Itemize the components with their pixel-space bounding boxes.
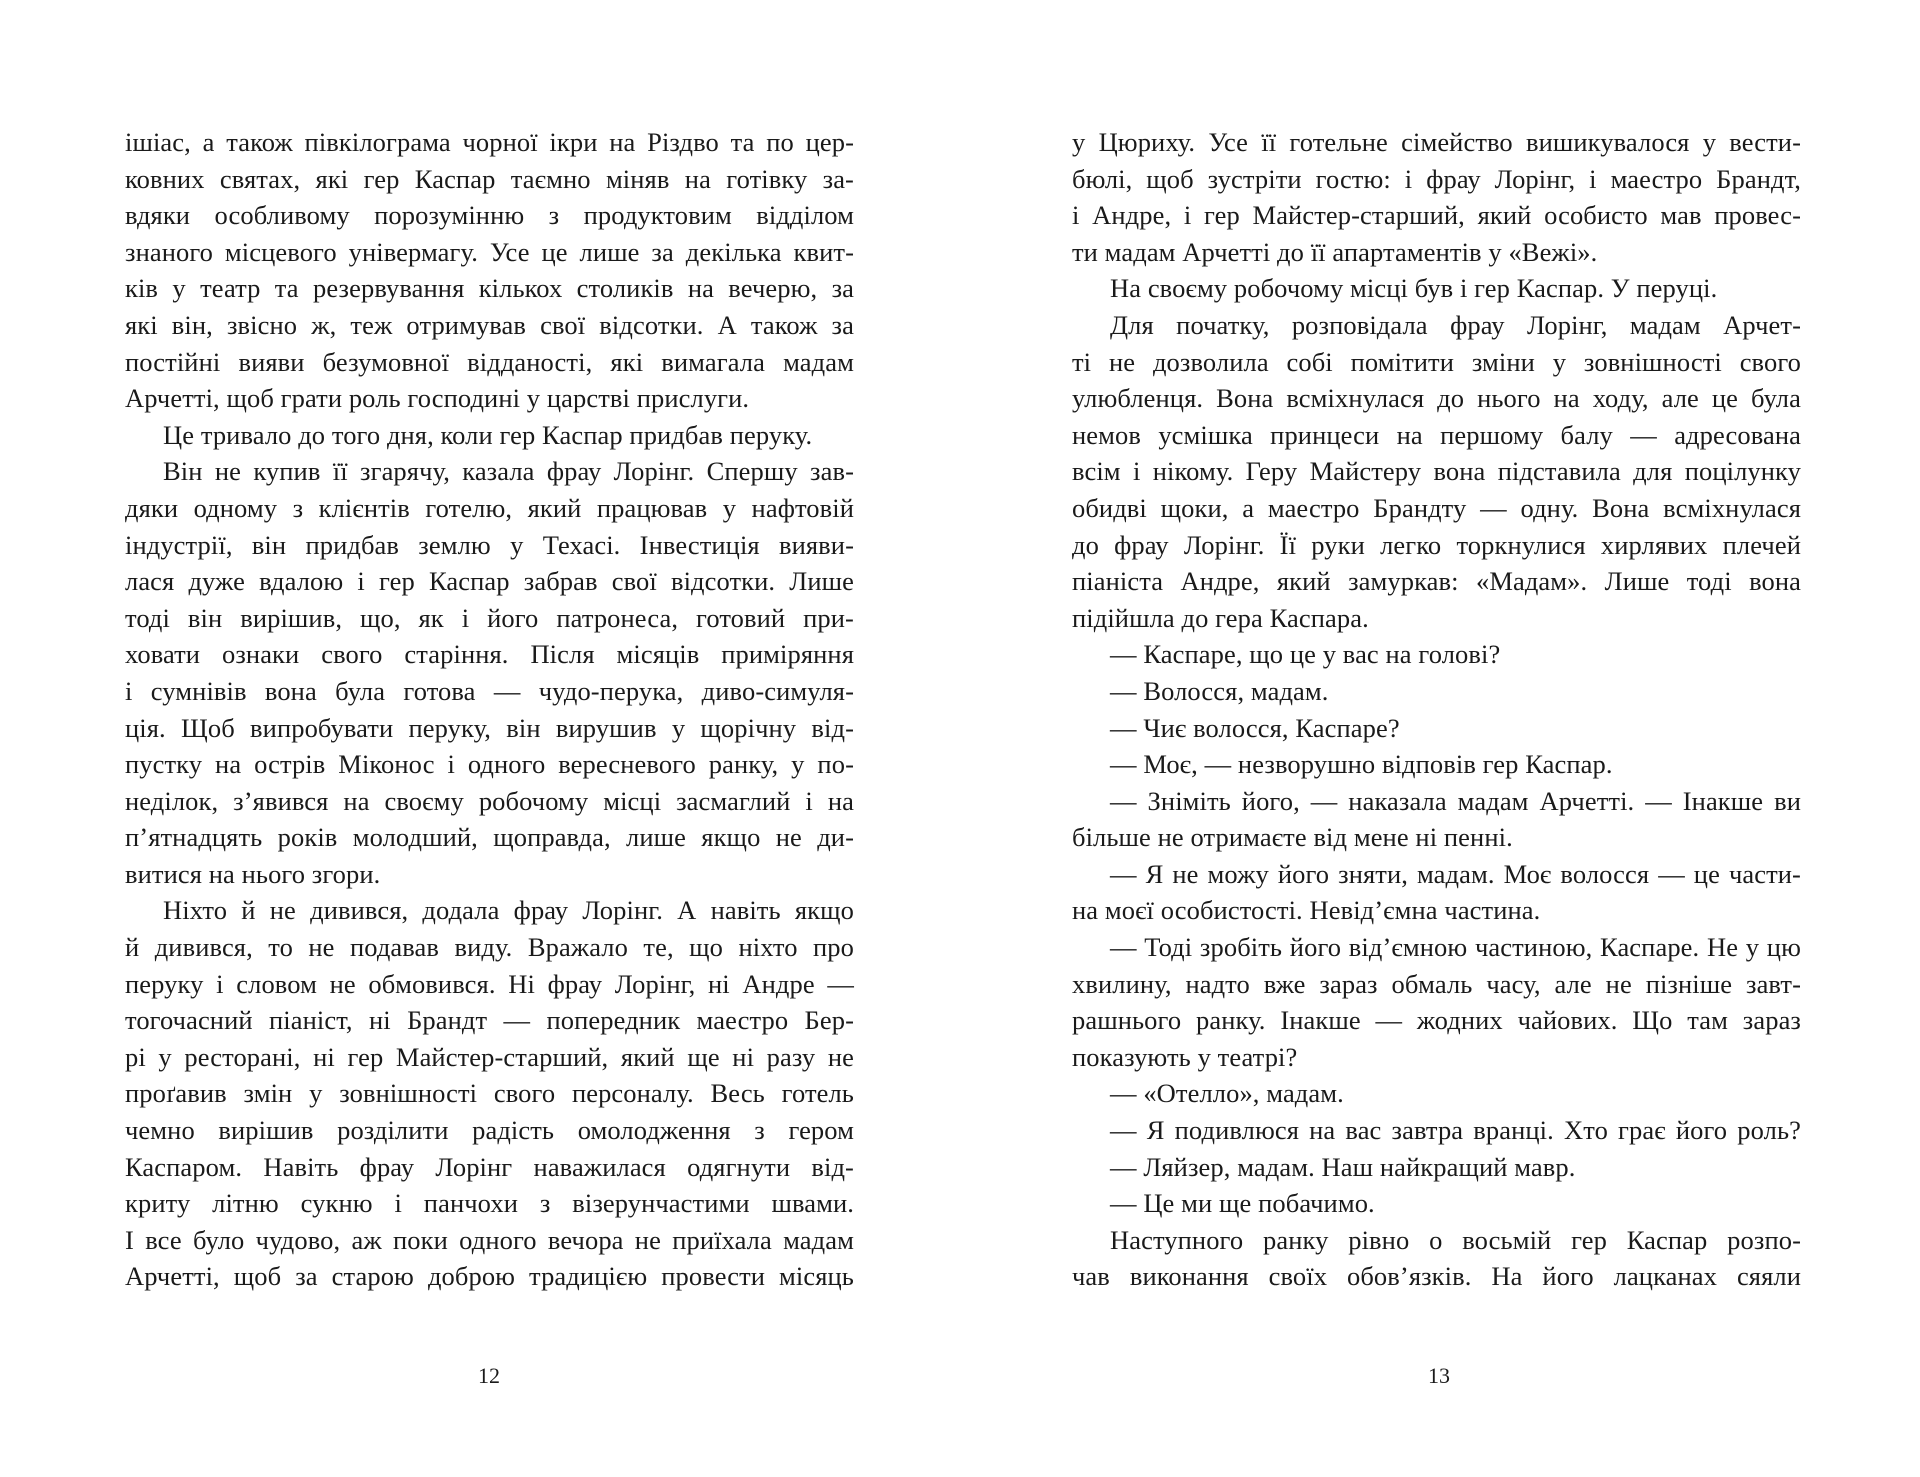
text-line: ті не дозволила собі помітити зміни у зовнішності свого	[1072, 346, 1801, 377]
text-line: — Каспаре, що це у вас на голові?	[1110, 639, 1501, 670]
text-line: Ніхто й не дивився, додала фрау Лорінг. А навіть якщо	[163, 895, 854, 926]
text-line: всім і нікому. Геру Майстеру вона підставила для поцілунку	[1072, 456, 1801, 487]
text-line: Наступного ранку рівно о восьмій гер Каспар розпо-	[1110, 1224, 1801, 1255]
text-line: — Ляйзер, мадам. Наш найкращий мавр.	[1110, 1151, 1576, 1182]
text-line: чав виконання своїх обов’язків. На його лацканах сяяли	[1072, 1261, 1801, 1292]
text-line: І все було чудово, аж поки одного вечора не приїхала мадам	[125, 1224, 854, 1255]
text-line: до фрау Лорінг. Її руки легко торкнулися хирлявих плечей	[1072, 529, 1801, 560]
text-line: індустрії, він придбав землю у Техасі. Інвестиція вияви-	[125, 529, 854, 560]
text-line: піаніста Андре, який замуркав: «Мадам». Лише тоді вона	[1072, 566, 1801, 597]
text-line: підійшла до гера Каспара.	[1072, 602, 1369, 633]
text-line: немов усмішка принцеси на першому балу — адресована	[1072, 419, 1801, 450]
text-line: — Тоді зробіть його від’ємною частиною, Каспаре. Не у цю	[1110, 932, 1801, 963]
text-line: ховати ознаки свого старіння. Після місяців приміряння	[125, 639, 854, 670]
text-line: улюбленця. Вона всміхнулася до нього на ходу, але це була	[1072, 383, 1801, 414]
text-line: криту літню сукню і панчохи з візерунчастими швами.	[125, 1188, 854, 1219]
text-line: ків у театр та резервування кількох столиків на вечерю, за	[125, 273, 854, 304]
text-line: неділок, з’явився на своєму робочому місці засмаглий і на	[125, 785, 854, 816]
text-line: дяки одному з клієнтів готелю, який працював у нафтовій	[125, 492, 854, 523]
text-line: рі у ресторані, ні гер Майстер-старший, який ще ні разу не	[125, 1041, 854, 1072]
text-line: п’ятнадцять років молодший, щоправда, лише якщо не ди-	[125, 822, 854, 853]
text-line: Арчетті, щоб за старою доброю традицією провести місяць	[125, 1261, 854, 1292]
text-line: тогочасний піаніст, ні Брандт — попередник маестро Бер-	[125, 1005, 854, 1036]
text-line: — Волосся, мадам.	[1110, 675, 1329, 706]
text-line: перуку і словом не обмовився. Ні фрау Лорінг, ні Андре —	[125, 968, 854, 999]
text-line: ти мадам Арчетті до її апартаментів у «Вежі».	[1072, 236, 1598, 267]
text-line: рашнього ранку. Інакше — жодних чайових. Що там зараз	[1072, 1005, 1801, 1036]
right-page	[1072, 124, 1801, 1295]
text-line: хвилину, надто вже зараз обмаль часу, але не пізніше завт-	[1072, 968, 1801, 999]
text-line: бюлі, щоб зустріти гостю: і фрау Лорінг, і маестро Брандт,	[1072, 163, 1801, 194]
text-line: — Зніміть його, — наказала мадам Арчетті. — Інакше ви	[1110, 785, 1801, 816]
text-line: — Це ми ще побачимо.	[1110, 1188, 1375, 1219]
text-line: і сумнівів вона була готова — чудо-перука, диво-симуля-	[125, 675, 854, 706]
text-line: витися на нього згори.	[125, 858, 381, 889]
text-line: лася дуже вдалою і гер Каспар забрав свої відсотки. Лише	[125, 566, 854, 597]
text-line: показують у театрі?	[1072, 1041, 1298, 1072]
text-line: у Цюриху. Усе її готельне сімейство вишикувалося у вести-	[1072, 127, 1801, 157]
left-page-text	[125, 124, 854, 1295]
text-line: Для початку, розповідала фрау Лорінг, мадам Арчет-	[1110, 309, 1801, 340]
text-line: обидві щоки, а маестро Брандту — одну. Вона всміхнулася	[1072, 492, 1801, 523]
text-line: постійні вияви безумовної відданості, які вимагала мадам	[125, 346, 854, 377]
text-line: тоді він вирішив, що, як і його патронеса, готовий при-	[125, 602, 854, 633]
page-number-left: 12	[478, 1363, 500, 1388]
text-line: на моєї особистості. Невід’ємна частина.	[1072, 895, 1541, 926]
text-line: знаного місцевого універмагу. Усе це лише за декілька квит-	[125, 236, 854, 267]
text-line: ковних святах, які гер Каспар таємно міняв на готівку за-	[125, 163, 854, 194]
text-line: й дивився, то не подавав виду. Вражало те, що ніхто про	[125, 932, 854, 963]
page-number-right: 13	[1428, 1363, 1450, 1388]
text-line: — Моє, — незворушно відповів гер Каспар.	[1110, 749, 1613, 780]
text-line: — Я не можу його зняти, мадам. Моє волосся — це части-	[1110, 858, 1801, 889]
text-line: Арчетті, щоб грати роль господині у царстві прислуги.	[125, 383, 750, 414]
text-line: чемно вирішив розділити радість омолодження з гером	[125, 1115, 854, 1146]
text-line: більше не отримаєте від мене ні пенні.	[1072, 822, 1513, 853]
text-line: Це тривало до того дня, коли гер Каспар придбав перуку.	[163, 419, 813, 450]
text-line: вдяки особливому порозумінню з продуктовим відділом	[125, 200, 854, 231]
text-line: і Андре, і гер Майстер-старший, який особисто мав провес-	[1072, 200, 1801, 231]
text-line: — Чиє волосся, Каспаре?	[1110, 712, 1400, 743]
text-line: Каспаром. Навіть фрау Лорінг наважилася одягнути від-	[125, 1151, 854, 1182]
text-line: — «Отелло», мадам.	[1110, 1078, 1344, 1109]
left-page	[125, 124, 854, 1295]
text-line: Він не купив її згарячу, казала фрау Лорінг. Спершу зав-	[163, 456, 854, 487]
text-line: ція. Щоб випробувати перуку, він вирушив у щорічну від-	[125, 712, 854, 743]
text-line: — Я подивлюся на вас завтра вранці. Хто грає його роль?	[1110, 1115, 1801, 1146]
text-line: проґавив змін у зовнішності свого персоналу. Весь готель	[125, 1078, 854, 1109]
text-line: ішіас, а також півкілограма чорної ікри на Різдво та по цер-	[125, 127, 854, 157]
text-line: пустку на острів Міконос і одного вересневого ранку, у по-	[125, 749, 854, 780]
right-page-text	[1072, 124, 1801, 1295]
text-line: На своєму робочому місці був і гер Каспар. У перуці.	[1110, 273, 1718, 304]
text-line: які він, звісно ж, теж отримував свої відсотки. А також за	[125, 309, 854, 340]
